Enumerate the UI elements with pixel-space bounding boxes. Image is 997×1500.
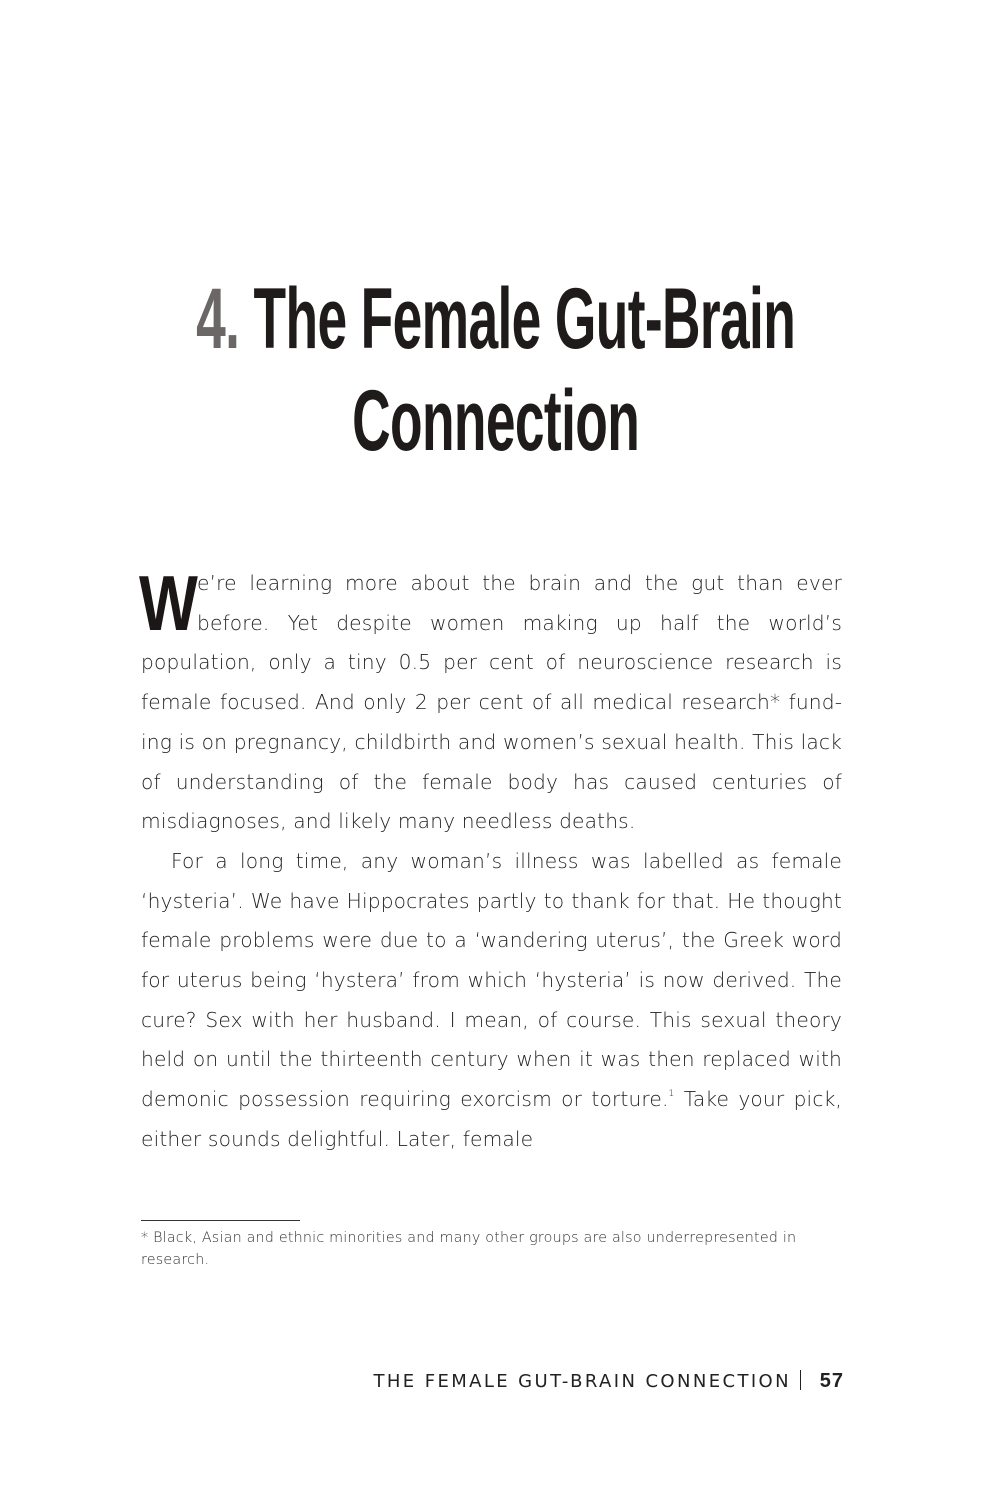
- paragraph-1: [139, 559, 842, 842]
- chapter-title: [187, 268, 805, 472]
- paragraph-2-text: For a long time, any woman’s illness was labelled as female ‘hysteria’. We have Hippocrates partly to thank for that. He thought female problems were due to a ‘wandering uterus’, the Greek word for uterus being ‘hystera’ from which ‘hysteria’ is now derived. The cure? Sex with her husband. I mean, of course. This sexual theory held on until the thirteenth century when it was then replaced with demonic possession requiring exorcism or torture.: [141, 848, 842, 1112]
- chapter-title-line-1: [187, 268, 805, 370]
- chapter-title-text: The Female Gut-Brain: [253, 271, 796, 367]
- running-head: THE FEMALE GUT-BRAIN CONNECTION: [373, 1371, 791, 1392]
- footer-separator: [800, 1370, 801, 1390]
- chapter-number: 4.: [196, 271, 240, 367]
- chapter-title-line-2: Connection: [352, 373, 640, 469]
- page-number: 57: [819, 1370, 844, 1392]
- body-text: [139, 559, 842, 1160]
- footnote-reference: 1: [668, 1089, 675, 1100]
- drop-cap: W: [139, 559, 199, 647]
- paragraph-1-text: e’re learning more about the brain and the gut than ever before. Yet despite women making up half the world’s population, only a tiny 0.5 per cent of neuroscience research is female focused. And only 2 per cent of all medical research* funding is on pregnancy, childbirth and women’s sexual health. This lack of understanding of the female body has caused centuries of misdiagnoses, and likely many needless deaths.: [141, 571, 842, 834]
- footnote-divider: [141, 1220, 300, 1221]
- paragraph-2: [141, 842, 842, 1160]
- running-footer: [373, 1370, 842, 1392]
- paragraph-2-continuation: Take your pick, either sounds delightful. Later, female: [141, 1087, 842, 1151]
- footnote: * Black, Asian and ethnic minorities and many other groups are also underrepresented in research.: [141, 1230, 797, 1268]
